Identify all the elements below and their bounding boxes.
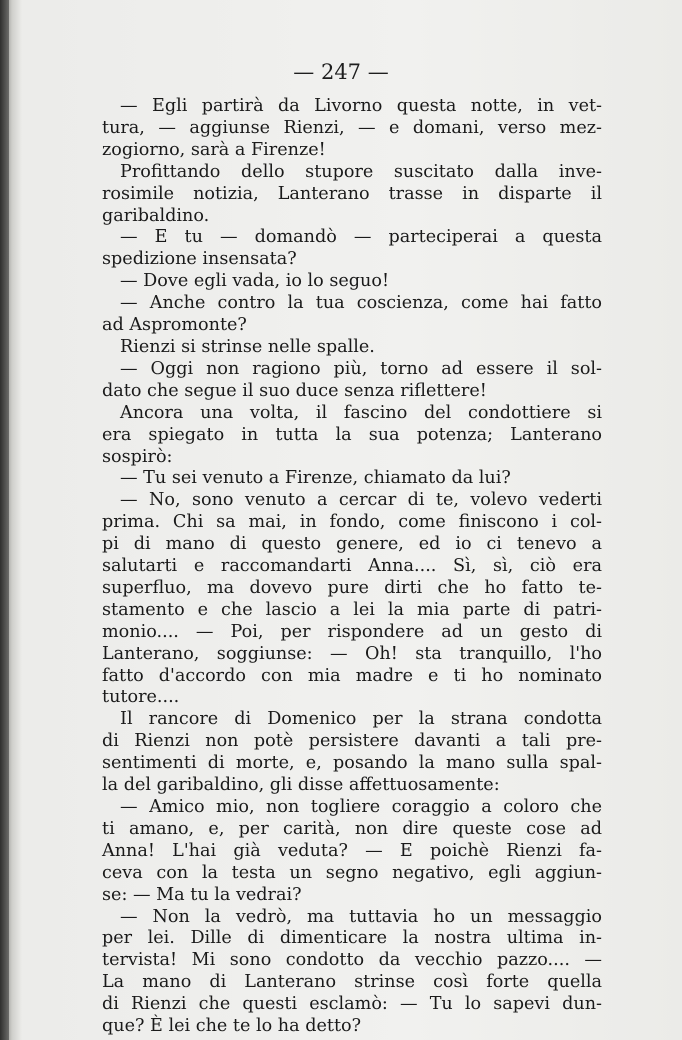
text-line: tura, — aggiunse Rienzi, — e domani, verso mez- [102,117,602,138]
text-line: tutore.... [102,687,180,708]
text-line: salutarti e raccomandarti Anna.... Sì, sì, ciò era [102,556,602,577]
text-line: — Dove egli vada, io lo seguo! [120,271,390,292]
text-line: la del garibaldino, gli disse affettuosamente: [102,775,500,796]
text-line: rosimile notizia, Lanterano trasse in disparte il [102,183,602,204]
text-line: era spiegato in tutta la sua potenza; Lanterano [102,424,602,445]
text-line: — Tu sei venuto a Firenze, chiamato da lui? [120,468,511,489]
text-line: La mano di Lanterano strinse così forte quella [102,972,602,993]
text-line: zogiorno, sarà a Firenze! [102,139,326,160]
text-line: sentimenti di morte, e, posando la mano sulla spal- [102,753,602,774]
text-line: fatto d'accordo con mia madre e ti ho nominato [102,665,602,686]
text-line: — No, sono venuto a cercar di te, volevo vederti [120,490,602,511]
text-line: que? È lei che te lo ha detto? [102,1016,362,1037]
text-line: Ancora una volta, il fascino del condottiere si [120,402,602,423]
text-line: stamento e che lascio a lei la mia parte di patri- [102,599,602,620]
page-body [102,96,602,1038]
text-line: di Rienzi che questi esclamò: — Tu lo sapevi dun- [102,994,602,1015]
text-line: di Rienzi non potè persistere davanti a tali pre- [102,731,602,752]
book-spine-shadow [0,0,9,1040]
text-line: dato che segue il suo duce senza riflettere! [102,380,487,401]
text-line: se: — Ma tu la vedrai? [102,884,302,905]
text-line: Lanterano, soggiunse: — Oh! sta tranquillo, l'ho [102,643,602,664]
text-line: Il rancore di Domenico per la strana condotta [120,709,602,730]
text-line: pi di mano di questo genere, ed io ci tenevo a [102,534,602,555]
text-line: tervista! Mi sono condotto da vecchio pazzo.... — [102,950,602,971]
text-line: Profittando dello stupore suscitato dalla inve- [120,161,602,182]
text-line: ad Aspromonte? [102,315,247,336]
text-line: ti amano, e, per carità, non dire queste cose ad [102,818,602,839]
text-line: — Amico mio, non togliere coraggio a coloro che [120,797,602,817]
text-line: prima. Chi sa mai, in fondo, come finiscono i col- [102,512,602,533]
text-line: — Oggi non ragiono più, torno ad essere il sol- [120,358,602,379]
text-line: superfluo, ma dovevo pure dirti che ho fatto te- [102,577,602,598]
text-line: sospirò: [102,446,173,467]
text-line: spedizione insensata? [102,249,297,270]
text-line: per lei. Dille di dimenticare la nostra ultima in- [102,928,602,949]
text-line: — E tu — domandò — parteciperai a questa [120,227,602,248]
text-line: Rienzi si strinse nelle spalle. [120,336,375,357]
page-number: — 247 — [293,60,389,84]
text-line: garibaldino. [102,205,210,226]
text-line: ceva con la testa un segno negativo, egli aggiun- [102,862,602,883]
text-line: — Anche contro la tua coscienza, come hai fatto [120,293,602,314]
text-line: — Non la vedrò, ma tuttavia ho un messaggio [120,906,602,927]
text-line: — Egli partirà da Livorno questa notte, in vet- [120,96,602,116]
text-line: monio.... — Poi, per rispondere ad un gesto di [102,621,602,642]
text-line: Anna! L'hai già veduta? — E poichè Rienzi fa- [102,840,602,861]
